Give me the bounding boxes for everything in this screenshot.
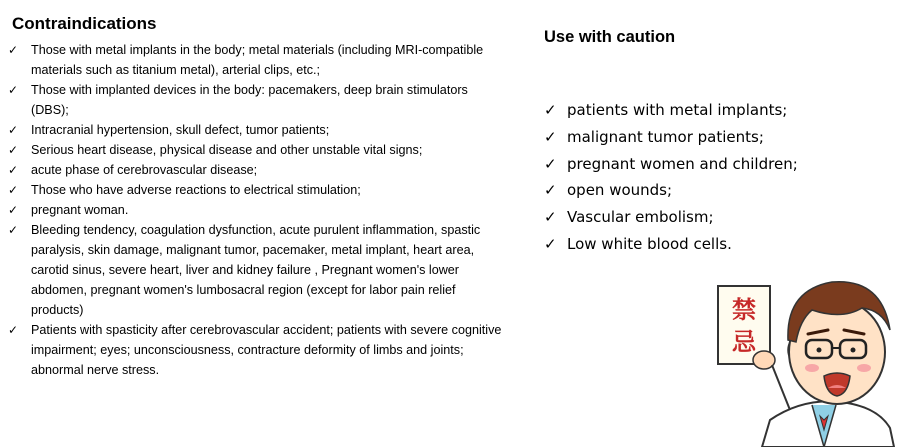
checkmark-icon: ✓ [8, 183, 19, 197]
checkmark-icon: ✓ [544, 181, 557, 200]
list-item: ✓ Those who have adverse reactions to electrical stimulation; [6, 180, 506, 200]
list-item: ✓ pregnant women and children; [544, 151, 894, 178]
contraindications-list [6, 40, 506, 380]
sign-char: 忌 [732, 328, 756, 356]
checkmark-icon: ✓ [8, 43, 19, 57]
list-item: ✓ Those with implanted devices in the body: pacemakers, deep brain stimulators (DBS); [6, 80, 506, 120]
list-item: ✓ malignant tumor patients; [544, 124, 894, 151]
list-item: ✓ patients with metal implants; [544, 97, 894, 124]
checkmark-icon: ✓ [544, 208, 557, 227]
checkmark-icon: ✓ [544, 127, 557, 146]
list-item: ✓ open wounds; [544, 177, 894, 204]
sign-char: 禁 [732, 296, 756, 324]
list-item: ✓ Vascular embolism; [544, 204, 894, 231]
checkmark-icon: ✓ [8, 223, 19, 237]
checkmark-icon: ✓ [8, 203, 19, 217]
caution-title: Use with caution [544, 28, 676, 46]
checkmark-icon: ✓ [544, 154, 557, 173]
list-item: ✓ Patients with spasticity after cerebrovascular accident; patients with severe cognitive impairment; eyes; unconsciousness, contracture deformity of limbs and joints; abnormal nerve stress. [6, 320, 506, 380]
checkmark-icon: ✓ [8, 123, 19, 137]
checkmark-icon: ✓ [544, 234, 557, 253]
list-item: ✓ Intracranial hypertension, skull defect, tumor patients; [6, 120, 506, 140]
checkmark-icon: ✓ [544, 101, 557, 119]
list-item: ✓ Bleeding tendency, coagulation dysfunction, acute purulent inflammation, spastic paralysis, skin damage, malignant tumor, pacemaker, metal implant, heart area, carotid sinus, severe heart, liver and kidney failure , Pregnant women's lower abdomen, pregnant women's lumbosacral region (except for labor pain relief products) [6, 220, 506, 320]
contraindications-title: Contraindications [12, 14, 157, 33]
list-item: ✓ acute phase of cerebrovascular disease; [6, 160, 506, 180]
list-item: ✓ pregnant woman. [6, 200, 506, 220]
list-item: ✓ Serious heart disease, physical disease and other unstable vital signs; [6, 140, 506, 160]
checkmark-icon: ✓ [8, 323, 19, 337]
caution-section [544, 28, 894, 258]
checkmark-icon: ✓ [8, 143, 19, 157]
contraindications-section [6, 14, 506, 380]
checkmark-icon: ✓ [8, 83, 19, 97]
list-item: ✓ Those with metal implants in the body; metal materials (including MRI-compatible materials such as titanium metal), arterial clips, etc.; [6, 40, 506, 80]
list-item: ✓ Low white blood cells. [544, 231, 894, 258]
doctor-holding-sign-icon [712, 270, 903, 447]
checkmark-icon: ✓ [8, 163, 19, 177]
caution-list [544, 97, 894, 258]
